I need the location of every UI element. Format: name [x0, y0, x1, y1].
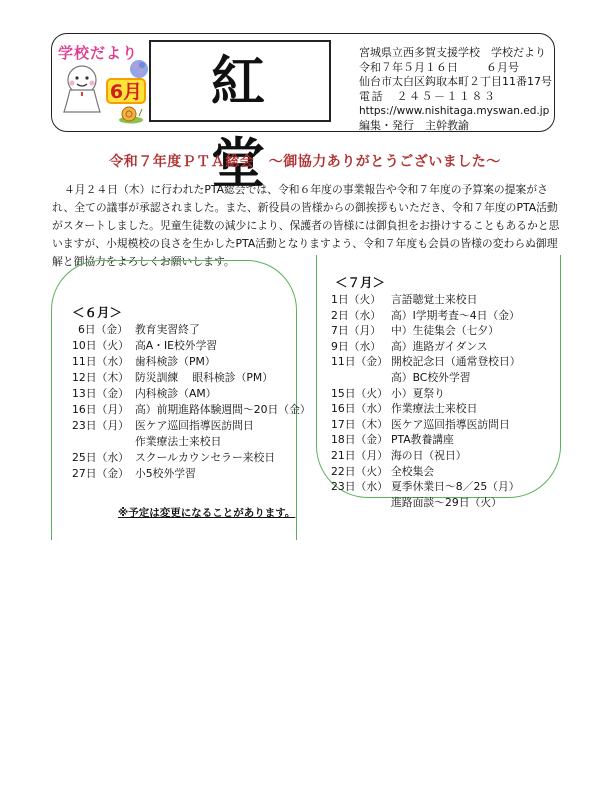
list-item: 11日（金） 開校記念日（通常登校日） — [331, 355, 521, 369]
list-item: 25日（水） スクールカウンセラー来校日 — [72, 451, 276, 464]
list-item: 11日（水） 歯科検診（PM） — [72, 355, 216, 368]
list-item: 高）BC校外学習 — [391, 370, 471, 384]
article-headline: 令和７年度ＰＴＡ総会 ～御協力ありがとうございました～ — [109, 154, 501, 170]
list-item: 22日（火） 全校集会 — [331, 464, 435, 478]
list-item: 9日（水） 高）進路ガイダンス — [331, 339, 488, 353]
list-item: 13日（金） 内科検診（AM） — [72, 387, 217, 400]
list-item: 6日（金） 教育実習終了 — [77, 323, 200, 336]
teru-teru-bozu-icon — [60, 62, 104, 114]
list-item: 10日（火） 高A・IE校外学習 — [72, 339, 218, 352]
list-item: 23日（月） 医ケア巡回指導医訪問日 — [72, 419, 254, 432]
website-link[interactable]: https://www.nishitaga.myswan.ed.jp — [359, 105, 550, 118]
schedule-note: ※予定は変更になることがあります。 — [118, 507, 296, 519]
editor-line: 編集・発行 主幹教諭 — [359, 118, 469, 132]
list-item: 2日（水） 高）I学期考査～4日（金） — [331, 308, 520, 322]
list-item: 16日（水） 作業療法士来校日 — [331, 402, 478, 416]
list-item: 21日（月） 海の日（祝日） — [331, 448, 467, 462]
article-body: ４月２４日（木）に行われたPTA総会では、令和６年度の事業報告や令和７年度の予算案の提案がされ、全ての議事が承認されました。また、新役員の皆様からの御挨拶もいただき、令和７年度のPTA活動がスタートしました。児童生徒数の減少により、保護者の皆様には御負担をお掛けすることもあるかと思いますが、小規模校の良さを生かしたPTA活動となりますよう、令和７年度も会員の皆様の変わらぬ御理解と御協力をよろしくお願いします。 — [52, 183, 560, 268]
list-item: 1日（火） 言語聴覚士来校日 — [331, 293, 478, 306]
hydrangea-icon — [128, 58, 150, 80]
list-item: 27日（金） 小5校外学習 — [72, 467, 196, 480]
snail-icon — [118, 104, 144, 124]
list-item: 作業療法士来校日 — [135, 435, 222, 448]
month-badge: 6月 — [106, 78, 146, 104]
phone-label: 電話 — [359, 89, 384, 103]
issue-number: ６月号 — [486, 60, 519, 74]
july-heading: ＜７月＞ — [335, 275, 386, 290]
list-item: 15日（火） 小）夏祭り — [331, 386, 445, 400]
issue-date: 令和７年５月１６日 — [359, 60, 458, 74]
list-item: 進路面談～29日（火） — [391, 495, 502, 509]
july-schedule — [331, 292, 521, 510]
newsletter-title: 紅 堂 — [211, 49, 283, 195]
june-heading: ＜６月＞ — [72, 305, 123, 320]
list-item: 17日（木） 医ケア巡回指導医訪問日 — [331, 417, 510, 431]
june-schedule — [72, 322, 311, 482]
newsletter-logo — [56, 38, 151, 128]
list-item: 23日（水） 夏季休業日～8／25（月） — [331, 480, 520, 494]
list-item: 7日（月） 中）生徒集会（七夕） — [331, 324, 499, 338]
school-address: 仙台市太白区鈎取本町２丁目11番17号 — [359, 75, 552, 89]
phone-number: ２４５－１１８３ — [396, 89, 497, 103]
list-item: 18日（金） PTA教養講座 — [331, 433, 454, 447]
school-name: 宮城県立西多賀支援学校 — [359, 46, 480, 59]
list-item: 12日（木） 防災訓練 眼科検診（PM） — [72, 371, 274, 384]
logo-label: 学校だより — [58, 44, 139, 62]
list-item: 16日（月） 高）前期進路体験週間～20日（金） — [72, 403, 311, 416]
school-info — [359, 46, 552, 134]
newsletter-name: 学校だより — [491, 46, 546, 59]
